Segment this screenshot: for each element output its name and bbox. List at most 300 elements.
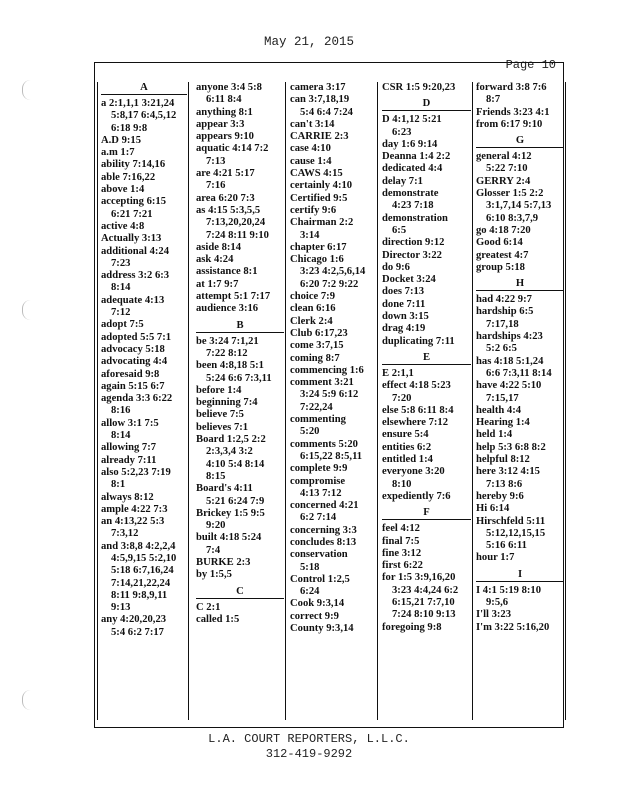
index-entry-term: case 4:10	[290, 143, 331, 155]
index-entry-term: hardships 4:23	[476, 331, 543, 343]
court-reporter-name: L.A. COURT REPORTERS, L.L.C.	[208, 732, 410, 746]
index-entry	[196, 107, 284, 119]
index-entry-continuation: 3:14	[300, 229, 320, 241]
index-entry-term: aforesaid 9:8	[101, 368, 160, 380]
index-entry	[101, 541, 187, 615]
index-entry	[476, 454, 564, 466]
index-entry	[382, 548, 471, 560]
index-entry	[476, 609, 564, 621]
section-letter-h: H	[476, 278, 564, 291]
index-entry-term: does 7:13	[382, 286, 425, 298]
index-entry-continuation: 4:13 7:12	[300, 487, 342, 499]
section-letter-e: E	[382, 352, 471, 365]
index-entry	[101, 492, 187, 504]
index-entry	[290, 328, 376, 340]
index-entry-term: has 4:18 5:1,24	[476, 355, 544, 367]
section-letter-c: C	[196, 586, 284, 599]
index-entry-continuation: 6:21 7:21	[111, 208, 153, 220]
index-entry	[290, 217, 376, 242]
index-entry	[290, 254, 376, 291]
index-entry-term: health 4:4	[476, 404, 522, 416]
index-entry	[382, 368, 471, 380]
index-entry	[476, 503, 564, 515]
index-entry-term: already 7:11	[101, 454, 157, 466]
index-entry	[382, 299, 471, 311]
index-entry-term: certify 9:6	[290, 204, 337, 216]
index-entry	[382, 380, 471, 405]
index-entry-term: entities 6:2	[382, 441, 432, 453]
index-entry	[476, 585, 564, 610]
index-entry-continuation: 7:20	[392, 392, 412, 404]
index-entry-term: advocating 4:4	[101, 356, 168, 368]
section-letter-f: F	[382, 507, 471, 520]
index-entry	[196, 279, 284, 291]
index-entry	[101, 159, 187, 171]
index-entry-continuation: 5:22 7:10	[486, 163, 528, 175]
index-entry	[476, 552, 564, 564]
index-entry-term: advocacy 5:18	[101, 343, 165, 355]
index-entry-term: Hirschfeld 5:11	[476, 515, 546, 527]
index-entry-continuation: 8:16	[111, 405, 131, 417]
index-entry-continuation: 7:4	[206, 544, 221, 556]
index-entry-continuation: 8:15	[206, 470, 226, 482]
index-entry	[476, 306, 564, 331]
index-entry	[382, 237, 471, 249]
index-entry-term: attempt 5:1 7:17	[196, 291, 271, 303]
index-entry	[196, 336, 284, 361]
index-entry	[196, 303, 284, 315]
index-entry	[382, 213, 471, 238]
index-entry-continuation: 6:10 8:3,7,9	[486, 212, 539, 224]
index-entry-term: chapter 6:17	[290, 241, 347, 253]
index-entry	[382, 466, 471, 491]
index-entry-term: day 1:6 9:14	[382, 138, 438, 150]
index-entry	[476, 380, 564, 405]
index-entry	[196, 266, 284, 278]
index-entry	[196, 254, 284, 266]
index-entry-term: comment 3:21	[290, 377, 354, 389]
index-entry-term: appear 3:3	[196, 118, 245, 130]
index-entry-term: else 5:8 6:11 8:4	[382, 404, 454, 416]
section-letter-i: I	[476, 569, 564, 582]
index-entry	[290, 598, 376, 610]
index-entry	[382, 336, 471, 348]
index-entry	[196, 168, 284, 193]
index-entry-term: demonstrate	[382, 188, 439, 200]
index-entry-term: Cook 9:3,14	[290, 598, 345, 610]
index-entry	[196, 434, 284, 483]
index-entry-term: commencing 1:6	[290, 364, 364, 376]
index-entry-term: also 5:2,23 7:19	[101, 466, 171, 478]
index-entry-term: hereby 9:6	[476, 490, 524, 502]
index-entry-continuation: 7:16	[206, 180, 226, 192]
index-entry	[382, 250, 471, 262]
column-divider	[565, 82, 566, 720]
index-entry	[101, 344, 187, 356]
index-entry-term: A.D 9:15	[101, 134, 142, 146]
index-entry	[196, 557, 284, 569]
index-entry	[196, 508, 284, 533]
index-entry-term: Actually 3:13	[101, 233, 162, 245]
index-entry-term: aside 8:14	[196, 241, 242, 253]
index-entry-continuation: 3:23 4:4,24 6:2	[392, 584, 459, 596]
index-entry	[101, 184, 187, 196]
index-entry	[196, 602, 284, 614]
index-entry-term: comments 5:20	[290, 438, 358, 450]
index-entry-term: from 6:17 9:10	[476, 118, 543, 130]
index-entry	[382, 523, 471, 535]
index-entry-continuation: 9:13	[111, 602, 131, 614]
column-divider	[97, 82, 98, 720]
index-entry-term: Chairman 2:2	[290, 217, 354, 229]
punch-hole-mark	[22, 80, 39, 100]
index-entry-term: ask 4:24	[196, 254, 234, 266]
index-entry-term: allowing 7:7	[101, 442, 157, 454]
index-entry-term: been 4:8,18 5:1	[196, 360, 264, 372]
index-entry	[196, 143, 284, 168]
index-entry-term: Board 1:2,5 2:2	[196, 434, 266, 446]
index-entry	[101, 295, 187, 320]
index-entry	[196, 242, 284, 254]
index-entry	[290, 525, 376, 537]
index-entry-term: Glosser 1:5 2:2	[476, 188, 544, 200]
index-entry-term: foregoing 9:8	[382, 621, 442, 633]
index-entry	[476, 405, 564, 417]
index-entry	[290, 611, 376, 623]
index-entry-term: active 4:8	[101, 220, 145, 232]
index-entry-term: Certified 9:5	[290, 192, 348, 204]
index-entry	[101, 233, 187, 245]
index-entry-continuation: 6:5	[392, 224, 407, 236]
index-entry	[196, 422, 284, 434]
index-entry-term: any 4:20,20,23	[101, 614, 167, 626]
index-entry-continuation: 5:24 6:6 7:3,11	[206, 372, 272, 384]
index-entry-term: E 2:1,1	[382, 367, 414, 379]
index-entry-term: I'm 3:22 5:16,20	[476, 621, 550, 633]
index-entry	[196, 397, 284, 409]
index-entry-term: complete 9:9	[290, 463, 348, 475]
index-entry-term: dedicated 4:4	[382, 163, 443, 175]
index-entry	[476, 250, 564, 262]
index-entry	[101, 270, 187, 295]
index-entry	[382, 622, 471, 634]
index-entry	[476, 82, 564, 107]
index-entry-continuation: 5:4 6:4 7:24	[300, 106, 353, 118]
index-entry-continuation: 5:4 6:2 7:17	[111, 626, 164, 638]
index-entry	[290, 365, 376, 377]
index-entry-term: general 4:12	[476, 151, 532, 163]
index-entry-term: fine 3:12	[382, 547, 422, 559]
index-entry	[290, 377, 376, 414]
index-entry	[382, 429, 471, 441]
index-entry	[290, 291, 376, 303]
index-entry	[290, 156, 376, 168]
index-entry-term: Friends 3:23 4:1	[476, 106, 550, 118]
index-entry-term: Brickey 1:5 9:5	[196, 507, 265, 519]
index-entry-term: built 4:18 5:24	[196, 532, 262, 544]
index-entry	[290, 353, 376, 365]
index-entry	[290, 414, 376, 439]
page-number: Page 10	[505, 58, 556, 72]
index-entry-term: here 3:12 4:15	[476, 466, 540, 478]
index-entry	[101, 442, 187, 454]
index-entry-continuation: 7:13	[206, 155, 226, 167]
index-entry	[290, 340, 376, 352]
index-entry-term: Director 3:22	[382, 249, 442, 261]
index-column-2	[196, 82, 284, 626]
index-entry-term: feel 4:12	[382, 523, 420, 535]
index-entry	[290, 82, 376, 94]
index-entry-term: for 1:5 3:9,16,20	[382, 572, 456, 584]
index-entry	[476, 491, 564, 503]
index-entry	[290, 131, 376, 143]
index-entry-continuation: 5:8,17 6:4,5,12	[111, 110, 177, 122]
index-entry	[476, 176, 564, 188]
index-entry	[382, 417, 471, 429]
index-entry-term: forward 3:8 7:6	[476, 82, 547, 93]
index-entry-term: concerning 3:3	[290, 524, 357, 536]
column-divider	[472, 82, 473, 720]
index-entry-continuation: 7:15,17	[486, 392, 519, 404]
index-entry	[196, 131, 284, 143]
index-entry	[476, 331, 564, 356]
index-entry-continuation: 6:18 9:8	[111, 122, 148, 134]
index-entry-continuation: 5:2 6:5	[486, 343, 517, 355]
index-entry	[290, 549, 376, 574]
index-entry-term: Docket 3:24	[382, 274, 436, 286]
index-entry	[382, 82, 471, 94]
index-entry-term: delay 7:1	[382, 175, 423, 187]
index-entry-term: are 4:21 5:17	[196, 168, 255, 180]
index-entry	[290, 574, 376, 599]
index-entry-continuation: 5:18	[300, 561, 320, 573]
index-entry-continuation: 7:14,21,22,24	[111, 577, 171, 589]
index-column-5	[476, 82, 564, 634]
index-entry	[101, 614, 187, 639]
index-entry	[290, 94, 376, 119]
index-entry	[476, 188, 564, 225]
index-entry	[290, 623, 376, 635]
index-entry	[101, 135, 187, 147]
index-entry	[382, 323, 471, 335]
index-entry-term: CAWS 4:15	[290, 168, 343, 180]
index-entry-term: expediently 7:6	[382, 490, 451, 502]
index-entry-term: beginning 7:4	[196, 397, 258, 409]
index-entry	[290, 500, 376, 525]
index-entry-term: clean 6:16	[290, 303, 336, 315]
index-entry-continuation: 8:14	[111, 430, 131, 442]
index-entry-continuation: 8:14	[111, 282, 131, 294]
index-entry-term: final 7:5	[382, 535, 420, 547]
index-entry	[101, 221, 187, 233]
index-entry-continuation: 7:17,18	[486, 318, 519, 330]
index-entry-term: correct 9:9	[290, 610, 339, 622]
index-entry-term: audience 3:16	[196, 303, 259, 315]
index-entry	[196, 409, 284, 421]
index-entry-term: able 7:16,22	[101, 171, 156, 183]
index-entry-continuation: 7:12	[111, 307, 131, 319]
index-entry-term: first 6:22	[382, 560, 423, 572]
index-entry-term: helpful 8:12	[476, 454, 530, 466]
index-entry	[382, 286, 471, 298]
index-entry	[196, 205, 284, 242]
index-entry	[101, 393, 187, 418]
index-entry-term: by 1:5,5	[196, 569, 232, 581]
index-entry-term: GERRY 2:4	[476, 175, 531, 187]
index-entry-term: ability 7:14,16	[101, 159, 166, 171]
index-entry	[290, 303, 376, 315]
index-entry	[196, 119, 284, 131]
index-entry-term: Clerk 2:4	[290, 315, 333, 327]
index-entry-term: hardship 6:5	[476, 306, 534, 318]
index-entry	[290, 463, 376, 475]
index-entry	[101, 246, 187, 271]
index-entry-term: believes 7:1	[196, 421, 249, 433]
index-entry	[476, 237, 564, 249]
index-entry	[196, 291, 284, 303]
index-entry-continuation: 6:24	[300, 586, 320, 598]
index-entry	[101, 381, 187, 393]
index-entry-term: D 4:1,12 5:21	[382, 114, 442, 126]
index-entry-continuation: 6:2 7:14	[300, 512, 337, 524]
index-entry	[290, 242, 376, 254]
index-entry-term: choice 7:9	[290, 291, 336, 303]
index-entry-continuation: 9:5,6	[486, 596, 509, 608]
index-entry-term: certainly 4:10	[290, 180, 353, 192]
index-entry	[101, 516, 187, 541]
index-entry-continuation: 6:15,22 8:5,11	[300, 450, 363, 462]
index-entry-term: above 1:4	[101, 184, 145, 196]
index-entry-term: Deanna 1:4 2:2	[382, 151, 451, 163]
index-entry-term: everyone 3:20	[382, 466, 445, 478]
index-entry-term: cause 1:4	[290, 155, 332, 167]
index-entry	[476, 107, 564, 119]
section-letter-g: G	[476, 135, 564, 148]
index-entry-term: Chicago 1:6	[290, 254, 344, 266]
index-entry-continuation: 4:10 5:4 8:14	[206, 458, 265, 470]
index-entry	[476, 294, 564, 306]
index-column-1	[101, 82, 187, 639]
index-entry-term: County 9:3,14	[290, 623, 354, 635]
index-entry-term: done 7:11	[382, 298, 426, 310]
column-divider	[285, 82, 286, 720]
index-column-3	[290, 82, 376, 635]
index-entry-term: be 3:24 7:1,21	[196, 335, 259, 347]
index-entry-term: aquatic 4:14 7:2	[196, 143, 269, 155]
index-entry	[196, 569, 284, 581]
index-entry-continuation: 4:23 7:18	[392, 200, 434, 212]
index-entry-continuation: 8:1	[111, 479, 126, 491]
column-divider	[188, 82, 189, 720]
index-entry-term: conservation	[290, 549, 348, 561]
index-entry	[382, 454, 471, 466]
column-divider	[377, 82, 378, 720]
index-entry	[101, 172, 187, 184]
index-entry	[101, 455, 187, 467]
index-entry-term: concludes 8:13	[290, 536, 357, 548]
index-entry-continuation: 5:12,12,15,15	[486, 527, 546, 539]
court-reporter-phone: 312-419-9292	[265, 747, 353, 761]
index-entry-continuation: 8:7	[486, 94, 501, 106]
index-entry-term: adopted 5:5 7:1	[101, 331, 172, 343]
index-entry-term: drag 4:19	[382, 323, 426, 335]
index-entry-term: ample 4:22 7:3	[101, 503, 168, 515]
index-entry-term: concerned 4:21	[290, 500, 359, 512]
index-entry-term: camera 3:17	[290, 82, 346, 93]
index-entry-term: adopt 7:5	[101, 319, 144, 331]
index-entry-term: believe 7:5	[196, 409, 244, 421]
index-entry	[382, 572, 471, 621]
index-entry-term: Good 6:14	[476, 237, 523, 249]
index-entry-continuation: 6:20 7:2 9:22	[300, 278, 359, 290]
index-entry-term: I 4:1 5:19 8:10	[476, 584, 542, 596]
index-entry-continuation: 3:23 4:2,5,6,14	[300, 266, 366, 278]
index-entry	[476, 516, 564, 553]
index-entry-term: Hearing 1:4	[476, 417, 530, 429]
index-entry	[382, 262, 471, 274]
index-column-4	[382, 82, 471, 634]
index-entry-term: CSR 1:5 9:20,23	[382, 82, 456, 93]
index-entry	[476, 417, 564, 429]
index-entry	[196, 82, 284, 107]
index-entry-continuation: 8:10	[392, 478, 412, 490]
index-entry-term: group 5:18	[476, 261, 525, 273]
index-entry-continuation: 6:11 8:4	[206, 94, 242, 106]
index-entry	[290, 476, 376, 501]
index-entry-term: area 6:20 7:3	[196, 192, 255, 204]
index-entry-term: at 1:7 9:7	[196, 278, 239, 290]
index-entry	[476, 429, 564, 441]
index-entry-continuation: 8:11 9:8,9,11	[111, 589, 168, 601]
index-entry-term: assistance 8:1	[196, 266, 258, 278]
index-entry-continuation: 5:16 6:11	[486, 540, 527, 552]
index-entry	[290, 180, 376, 192]
index-entry	[196, 193, 284, 205]
index-entry	[382, 405, 471, 417]
section-letter-a: A	[101, 82, 187, 95]
punch-hole-mark	[22, 690, 39, 710]
index-entry	[476, 622, 564, 634]
index-entry	[290, 119, 376, 131]
index-entry-term: duplicating 7:11	[382, 335, 455, 347]
index-entry-term: Control 1:2,5	[290, 573, 350, 585]
index-entry-term: direction 9:12	[382, 237, 445, 249]
index-entry-continuation: 7:22 8:12	[206, 347, 248, 359]
index-entry-term: called 1:5	[196, 613, 240, 625]
index-entry	[101, 356, 187, 368]
index-entry-term: help 5:3 6:8 8:2	[476, 441, 546, 453]
index-entry	[290, 168, 376, 180]
index-entry-term: entitled 1:4	[382, 454, 433, 466]
index-entry	[476, 119, 564, 131]
index-entry-continuation: 7:22,24	[300, 401, 333, 413]
index-entry	[101, 332, 187, 344]
index-entry	[101, 319, 187, 331]
index-entry-term: BURKE 2:3	[196, 556, 251, 568]
index-entry	[101, 196, 187, 221]
index-entry-term: CARRIE 2:3	[290, 131, 349, 143]
index-entry-term: Hi 6:14	[476, 503, 510, 515]
index-entry-continuation: 3:24 5:9 6:12	[300, 389, 359, 401]
index-entry-continuation: 6:15,21 7:7,10	[392, 596, 455, 608]
index-entry	[101, 98, 187, 135]
index-entry-term: accepting 6:15	[101, 196, 167, 208]
index-entry-term: can't 3:14	[290, 118, 335, 130]
index-entry	[382, 560, 471, 572]
index-entry	[476, 356, 564, 381]
index-entry-term: always 8:12	[101, 491, 154, 503]
index-entry-term: do 9:6	[382, 261, 410, 273]
